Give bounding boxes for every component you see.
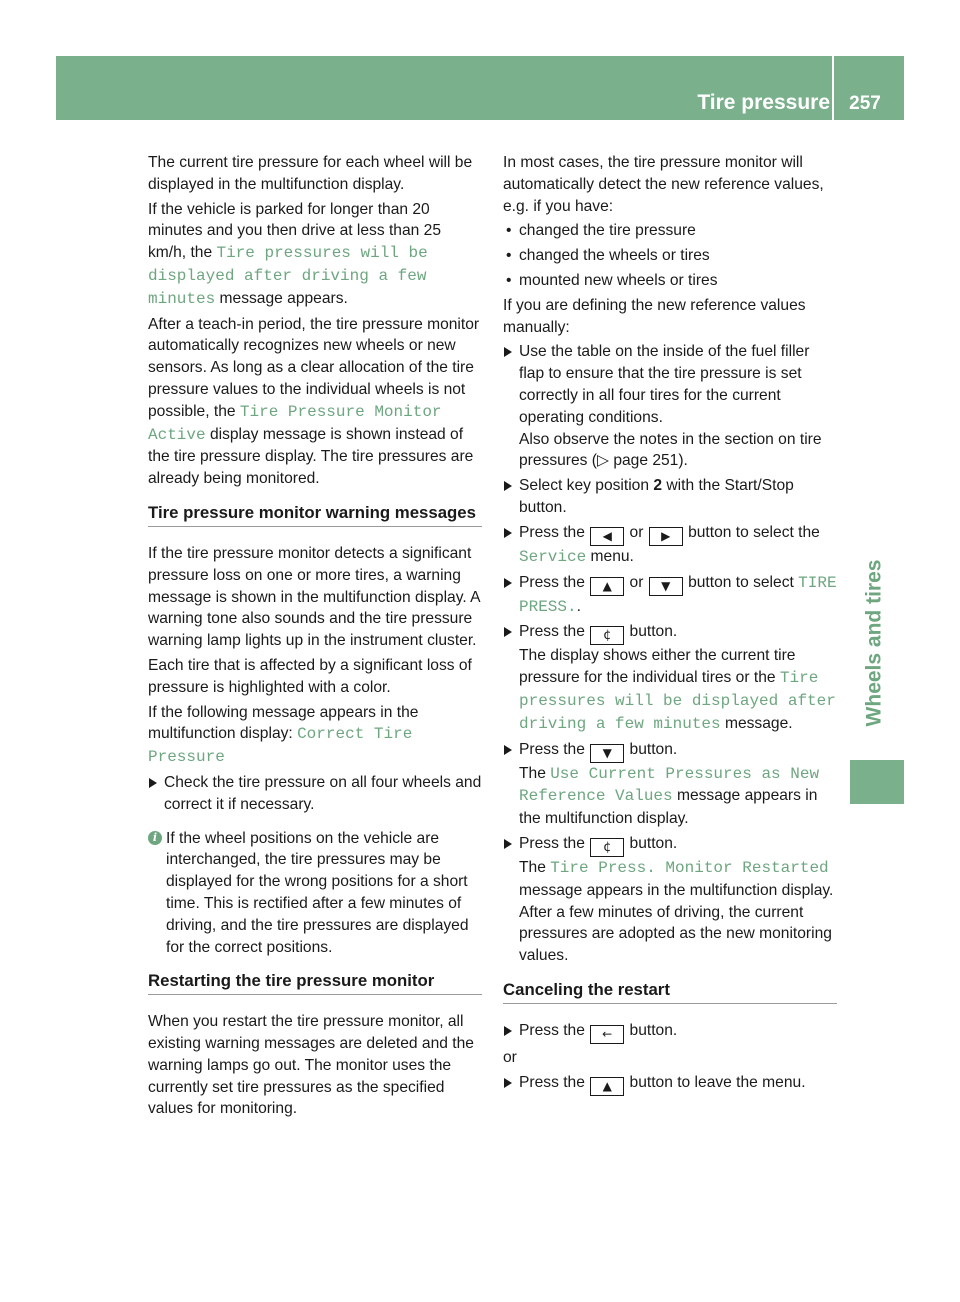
down-arrow-key-icon: ▼ [649, 577, 683, 596]
text: Press the [519, 1021, 590, 1039]
heading-canceling: Canceling the restart [503, 979, 837, 1004]
info-text: If the wheel positions on the vehicle are interchanged, the tire pressures may be displayed for the wrong positions for a short time. This is rectified after a few minutes of driving, and the tire pressures are displayed for the correct positions. [166, 829, 469, 956]
instruction-step [503, 475, 837, 519]
ok-key-icon: ¢ [590, 838, 624, 857]
right-column [503, 152, 837, 1099]
display-message: Tire pressures will be displayed after driving a few minutes [148, 244, 428, 308]
paragraph: or [503, 1048, 517, 1066]
instruction-step [503, 1072, 837, 1096]
instruction-step [503, 341, 837, 472]
text: Press the [519, 623, 590, 641]
display-message: Tire Press. Monitor Restarted [550, 858, 829, 877]
text: menu. [586, 547, 634, 565]
back-key-icon: ← [590, 1025, 624, 1044]
paragraph: When you restart the tire pressure monitor, all existing warning messages are deleted and the warning lamps go out. The monitor uses the currently set tire pressures as the specified values for monitoring. [148, 1013, 474, 1118]
step-note: After a few minutes of driving, the current pressures are adopted as the new monitoring values. [519, 903, 832, 965]
text: button. [625, 1021, 678, 1039]
heading-restarting: Restarting the tire pressure monitor [148, 970, 482, 995]
text: message appears in the multifunction display. [519, 787, 818, 828]
paragraph [148, 314, 482, 490]
paragraph [148, 199, 482, 311]
info-note [148, 828, 482, 959]
list-item: • changed the tire pressure [503, 220, 837, 242]
chapter-marker [850, 760, 904, 804]
header-divider [832, 56, 834, 120]
paragraph: In most cases, the tire pressure monitor will automatically detect the new reference values, e.g. if you have: [503, 154, 824, 215]
instruction-step [503, 739, 837, 830]
text: button. [625, 834, 678, 852]
text: or [625, 523, 648, 541]
text: button to select [683, 573, 799, 591]
key-position: 2 [653, 477, 663, 495]
text: button. [625, 623, 678, 641]
text: with the Start/Stop button. [519, 477, 794, 516]
display-message: Service [519, 547, 587, 566]
text: message appears. [215, 289, 348, 307]
text: display message is shown instead of the tire pressure display. The tire pressures are already being monitored. [148, 425, 474, 488]
text: After a teach-in period, the tire pressure monitor automatically recognizes new wheels or new sensors. As long as a clear allocation of the tire pressure values to the individual wheels is not possible, the [148, 315, 480, 420]
text: message. [720, 714, 793, 732]
instruction-step [503, 572, 837, 619]
text: If the following message appears in the multifunction display: [148, 703, 419, 743]
display-message: Correct Tire Pressure [148, 725, 413, 767]
paragraph: The current tire pressure for each wheel will be displayed in the multifunction display. [148, 154, 473, 193]
paragraph: If you are defining the new reference values manually: [503, 296, 806, 336]
text: Press the [519, 523, 590, 541]
display-message: TIRE PRESS. [519, 573, 837, 616]
heading-warning-messages: Tire pressure monitor warning messages [148, 502, 482, 527]
instruction-step [503, 522, 837, 569]
up-arrow-key-icon: ▲ [590, 1077, 624, 1096]
instruction-step [503, 1020, 837, 1044]
down-arrow-key-icon: ▼ [590, 744, 624, 763]
text: The [519, 858, 551, 876]
list-item: • mounted new wheels or tires [503, 270, 837, 292]
text: Press the [519, 573, 590, 591]
display-message: Tire Pressure Monitor Active [148, 402, 442, 444]
step-note: Also observe the notes in the section on tire pressures (▷ page 251). [519, 430, 822, 470]
section-title: Tire pressure [697, 91, 830, 114]
display-message: Tire pressures will be displayed after driving a few minutes [519, 669, 836, 733]
paragraph: Each tire that is affected by a significant loss of pressure is highlighted with a color. [148, 656, 472, 696]
text: button. [625, 740, 678, 758]
paragraph: If the tire pressure monitor detects a significant pressure loss on one or more tires, a warning message is shown in the multifunction display. A warning tone also sounds and the tire pressure warning lamp lights up in the instrument cluster. [148, 544, 480, 650]
chapter-tab-label: Wheels and tires [862, 559, 886, 726]
instruction-step [503, 833, 837, 967]
text: The [519, 764, 551, 782]
instruction-step [503, 621, 837, 735]
instruction-step: Check the tire pressure on all four wheels and correct it if necessary. [148, 772, 482, 816]
chapter-tab [850, 535, 898, 750]
display-message: Use Current Pressures as New Reference Values [519, 764, 820, 806]
up-arrow-key-icon: ▲ [590, 577, 624, 596]
text: Press the [519, 834, 590, 852]
ok-key-icon: ¢ [590, 626, 624, 645]
text: . [576, 597, 581, 615]
info-icon: i [148, 831, 162, 845]
page-number: 257 [849, 93, 881, 114]
paragraph [148, 702, 482, 769]
text: message appears in the multifunction display. [519, 881, 834, 899]
step-text: Use the table on the inside of the fuel filler flap to ensure that the tire pressure is set correctly in all four tires for the current operating conditions. [519, 343, 810, 426]
left-arrow-key-icon: ◀ [590, 527, 624, 546]
text: Press the [519, 1073, 590, 1091]
list-item: • changed the wheels or tires [503, 245, 837, 267]
text: or [625, 573, 648, 591]
left-column [148, 152, 482, 1123]
text: Select key position [519, 477, 654, 495]
text: Press the [519, 740, 590, 758]
text: If the vehicle is parked for longer than 20 minutes and you then drive at less than 25 km/h, the [148, 200, 441, 262]
text: The display shows either the current tire pressure for the individual tires or the [519, 647, 796, 687]
text: button to leave the menu. [625, 1073, 806, 1091]
right-arrow-key-icon: ▶ [649, 527, 683, 546]
text: button to select the [683, 523, 820, 541]
